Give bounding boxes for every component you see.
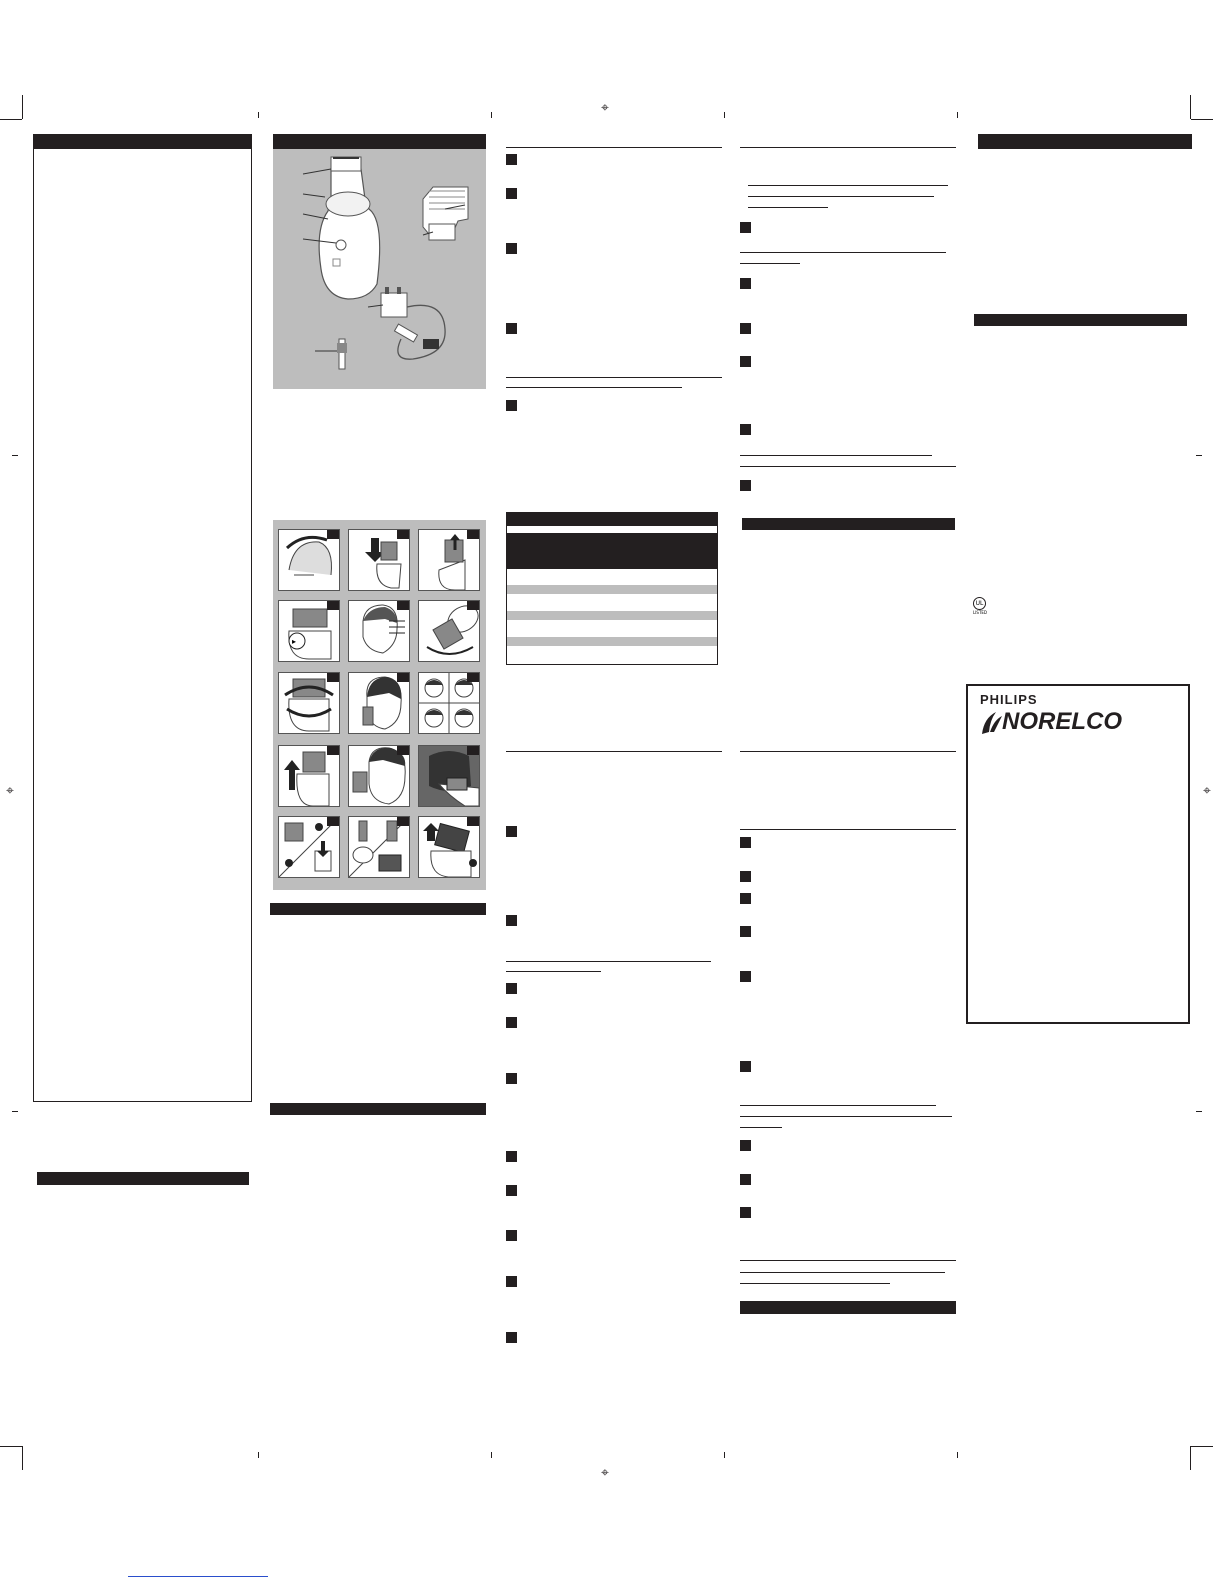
square-bullet-icon bbox=[740, 926, 751, 937]
square-bullet-icon bbox=[740, 480, 751, 491]
column4-rule bbox=[748, 196, 934, 197]
illustration-tile bbox=[278, 600, 340, 662]
square-bullet-icon bbox=[740, 424, 751, 435]
registration-target-icon: ⌖ bbox=[601, 1465, 609, 1481]
column4-rule bbox=[740, 455, 932, 456]
square-bullet-icon bbox=[506, 1185, 517, 1196]
illustration-tile bbox=[418, 600, 480, 662]
column3-rule bbox=[506, 971, 601, 972]
illustration-tile bbox=[348, 529, 410, 591]
illustration-tile bbox=[418, 816, 480, 878]
crop-mark bbox=[1191, 1446, 1213, 1447]
crop-mark bbox=[0, 119, 22, 120]
illustration-tile bbox=[278, 672, 340, 734]
column4-rule bbox=[748, 185, 948, 186]
crop-mark bbox=[22, 1446, 23, 1470]
product-illustration bbox=[273, 149, 486, 389]
square-bullet-icon bbox=[506, 1151, 517, 1162]
square-bullet-icon bbox=[506, 826, 517, 837]
column5-section-bar bbox=[974, 314, 1187, 326]
fold-mark bbox=[724, 1452, 725, 1458]
column4-rule bbox=[740, 751, 956, 752]
illustration-tile bbox=[348, 816, 410, 878]
column4-top-rule bbox=[740, 147, 956, 148]
footer-link-underline[interactable] bbox=[128, 1576, 268, 1577]
column3-rule bbox=[506, 961, 711, 962]
column4-section-bar bbox=[742, 518, 955, 530]
registration-target-icon: ⌖ bbox=[601, 100, 609, 116]
column2-section-bar bbox=[270, 903, 486, 915]
product-overview-panel bbox=[273, 149, 486, 389]
square-bullet-icon bbox=[506, 323, 517, 334]
illustration-tile bbox=[418, 745, 480, 807]
column1-text-frame bbox=[33, 149, 252, 1102]
ul-listed-icon: UL bbox=[973, 597, 986, 610]
column2-section-bar bbox=[270, 1103, 486, 1115]
square-bullet-icon bbox=[740, 323, 751, 334]
column4-rule bbox=[740, 829, 956, 830]
fold-mark bbox=[258, 1452, 259, 1458]
square-bullet-icon bbox=[506, 1017, 517, 1028]
illustration-tile-quad bbox=[418, 672, 480, 734]
square-bullet-icon bbox=[740, 893, 751, 904]
square-bullet-icon bbox=[740, 1140, 751, 1151]
column4-rule bbox=[740, 1127, 782, 1128]
illustration-tile bbox=[348, 600, 410, 662]
philips-wordmark: PHILIPS bbox=[980, 692, 1038, 707]
column4-rule bbox=[740, 1260, 956, 1261]
column4-rule bbox=[740, 1283, 890, 1284]
fold-mark bbox=[1196, 1111, 1202, 1112]
fold-mark bbox=[12, 455, 18, 456]
registration-target-icon: ⌖ bbox=[6, 783, 14, 799]
column4-rule bbox=[740, 252, 946, 253]
column5-header-bar bbox=[978, 134, 1192, 149]
square-bullet-icon bbox=[506, 1073, 517, 1084]
square-bullet-icon bbox=[506, 154, 517, 165]
square-bullet-icon bbox=[740, 1061, 751, 1072]
column3-rule bbox=[506, 377, 722, 378]
crop-mark bbox=[22, 95, 23, 119]
ul-listed-label: LISTED bbox=[973, 610, 987, 615]
column4-rule bbox=[740, 1272, 945, 1273]
square-bullet-icon bbox=[740, 837, 751, 848]
illustration-tile bbox=[418, 529, 480, 591]
square-bullet-icon bbox=[506, 1332, 517, 1343]
norelco-swoosh-icon bbox=[980, 708, 1004, 736]
square-bullet-icon bbox=[506, 400, 517, 411]
fold-mark bbox=[491, 1452, 492, 1458]
crop-mark bbox=[1190, 95, 1191, 119]
registration-target-icon: ⌖ bbox=[1203, 783, 1211, 799]
square-bullet-icon bbox=[740, 356, 751, 367]
column1-header-bar bbox=[33, 134, 252, 149]
fold-mark bbox=[724, 112, 725, 118]
column3-rule bbox=[506, 751, 722, 752]
fold-mark bbox=[12, 1111, 18, 1112]
square-bullet-icon bbox=[740, 278, 751, 289]
square-bullet-icon bbox=[506, 1230, 517, 1241]
svg-text:▸: ▸ bbox=[292, 637, 297, 646]
product-overview-header-bar bbox=[273, 134, 486, 149]
square-bullet-icon bbox=[740, 222, 751, 233]
fold-mark bbox=[491, 112, 492, 118]
square-bullet-icon bbox=[740, 871, 751, 882]
column3-rule bbox=[506, 387, 682, 388]
column4-rule bbox=[740, 263, 800, 264]
column1-section-bar bbox=[37, 1172, 249, 1185]
column4-section-bar bbox=[740, 1301, 956, 1314]
square-bullet-icon bbox=[506, 983, 517, 994]
illustration-tile bbox=[278, 745, 340, 807]
fold-mark bbox=[957, 112, 958, 118]
settings-table bbox=[506, 512, 718, 665]
crop-mark bbox=[1190, 1446, 1191, 1470]
column3-top-rule bbox=[506, 147, 722, 148]
crop-mark bbox=[0, 1446, 22, 1447]
column4-rule bbox=[748, 207, 828, 208]
square-bullet-icon bbox=[506, 243, 517, 254]
fold-mark bbox=[957, 1452, 958, 1458]
column4-rule bbox=[740, 1105, 936, 1106]
illustration-tile bbox=[278, 816, 340, 878]
square-bullet-icon bbox=[506, 915, 517, 926]
fold-mark bbox=[1196, 455, 1202, 456]
crop-mark bbox=[1191, 119, 1213, 120]
square-bullet-icon bbox=[740, 1174, 751, 1185]
square-bullet-icon bbox=[506, 1276, 517, 1287]
column4-rule bbox=[740, 466, 956, 467]
brand-logo-panel bbox=[966, 684, 1190, 1024]
square-bullet-icon bbox=[740, 971, 751, 982]
square-bullet-icon bbox=[506, 188, 517, 199]
illustration-tile bbox=[348, 672, 410, 734]
fold-mark bbox=[258, 112, 259, 118]
column4-rule bbox=[740, 1116, 952, 1117]
square-bullet-icon bbox=[740, 1207, 751, 1218]
norelco-wordmark: NORELCO bbox=[1002, 708, 1122, 735]
illustration-tile bbox=[348, 745, 410, 807]
illustration-tile bbox=[278, 529, 340, 591]
